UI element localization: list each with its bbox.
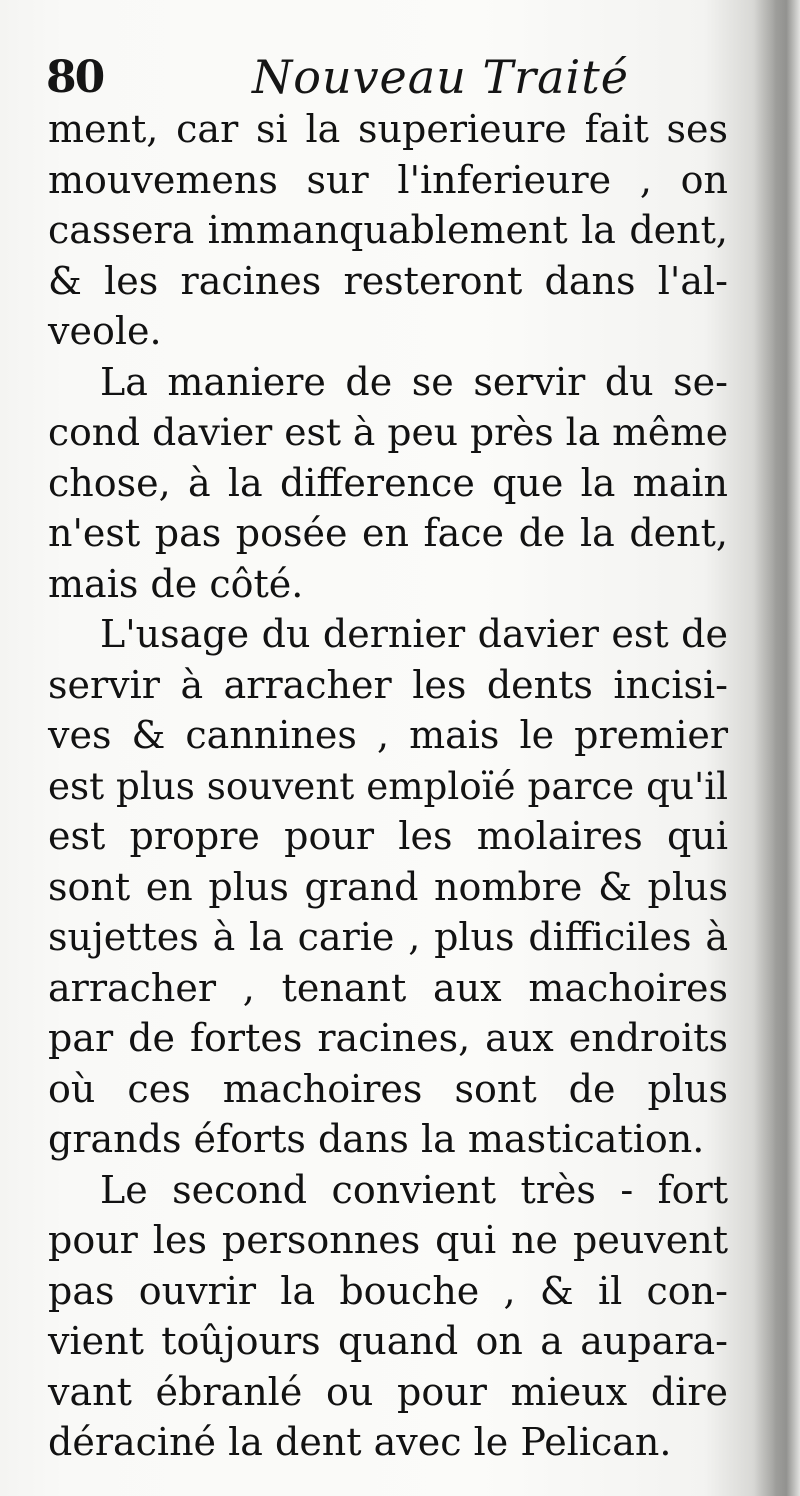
text-line: Le second convient très - fort bbox=[100, 1167, 728, 1212]
text-line: n'est pas posée en face de la dent, bbox=[48, 511, 728, 555]
text-line: est propre pour les molaires qui bbox=[48, 814, 728, 858]
text-line: par de fortes racines, aux endroits bbox=[48, 1016, 728, 1060]
text-line: L'usage du dernier davier est de bbox=[100, 612, 728, 656]
paragraph-1 bbox=[48, 104, 728, 357]
text-line: cond davier est à peu près la même bbox=[48, 410, 729, 454]
text-line: cassera immanquablement la dent, bbox=[48, 208, 728, 252]
text-line: pour les personnes qui ne peuvent bbox=[48, 1218, 728, 1262]
text-line: chose, à la difference que la main bbox=[48, 460, 728, 505]
text-line: veole. bbox=[48, 309, 162, 353]
page-gutter-shadow bbox=[754, 0, 800, 1496]
text-line: ment, car si la superieure fait ses bbox=[48, 107, 728, 151]
text-line: La maniere de se servir du se- bbox=[100, 359, 728, 404]
text-line: sujettes à la carie , plus difficiles à bbox=[48, 915, 728, 959]
text-line: arracher , tenant aux machoires bbox=[48, 965, 728, 1010]
text-line: est plus souvent emploïé parce qu'il bbox=[48, 763, 728, 808]
text-line: grands éforts dans la mastication. bbox=[48, 1117, 705, 1161]
page-number: 80 bbox=[46, 52, 104, 103]
paragraph-4 bbox=[48, 1165, 728, 1468]
text-line: mouvemens sur l'inferieure , on bbox=[48, 157, 728, 202]
text-line: servir à arracher les dents incisi- bbox=[48, 662, 728, 707]
paragraph-3 bbox=[48, 609, 728, 1165]
text-line: mais de côté. bbox=[48, 561, 304, 606]
text-line: sont en plus grand nombre & plus bbox=[48, 864, 728, 909]
text-line: vant ébranlé ou pour mieux dire bbox=[48, 1369, 728, 1414]
page-header bbox=[40, 40, 740, 110]
paragraph-2 bbox=[48, 357, 728, 610]
body-text bbox=[48, 104, 728, 1468]
text-line: pas ouvrir la bouche , & il con- bbox=[48, 1268, 728, 1313]
text-line: ves & cannines , mais le premier bbox=[48, 713, 728, 757]
text-line: & les racines resteront dans l'al- bbox=[48, 258, 728, 303]
text-line: vient toûjours quand on a aupara- bbox=[48, 1319, 728, 1363]
text-line: où ces machoires sont de plus bbox=[48, 1066, 728, 1111]
text-line: déraciné la dent avec le Pelican. bbox=[48, 1420, 672, 1464]
running-title: Nouveau Traité bbox=[252, 50, 629, 104]
